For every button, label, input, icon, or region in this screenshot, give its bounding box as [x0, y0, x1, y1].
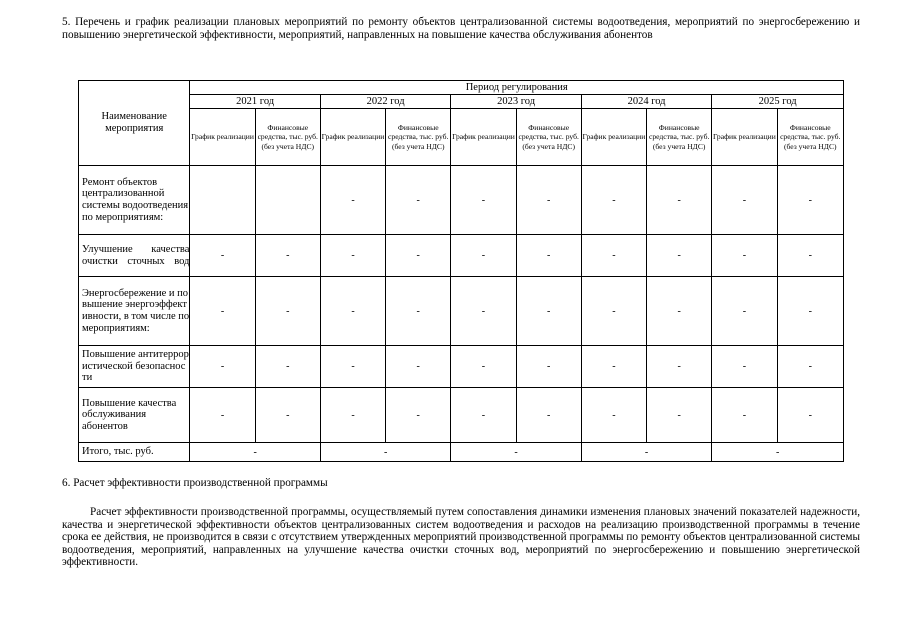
row-name: Повышение антитеррористической безопасности	[79, 346, 190, 388]
total-label: Итого, тыс. руб.	[79, 443, 190, 462]
table-row	[79, 388, 844, 443]
finance-subheader: Финансовые средства, тыс. руб. (без учета НДС)	[386, 109, 451, 166]
table-cell: -	[516, 277, 581, 346]
total-cell: -	[451, 443, 581, 462]
schedule-subheader: График реализации	[451, 109, 516, 166]
year-header: 2023 год	[451, 95, 581, 109]
table-cell: -	[451, 166, 516, 235]
table-cell: -	[777, 277, 843, 346]
table-cell: -	[451, 388, 516, 443]
table-cell: -	[581, 166, 646, 235]
table-cell: -	[777, 166, 843, 235]
table-cell: -	[190, 277, 255, 346]
table-cell: -	[581, 346, 646, 388]
table-row	[79, 346, 844, 388]
table-cell: -	[451, 235, 516, 277]
schedule-subheader: График реализации	[712, 109, 777, 166]
table-cell: -	[581, 388, 646, 443]
row-name: Энергосбережение и повышение энергоэффективности, в том числе по мероприятиям:	[79, 277, 190, 346]
table-cell: -	[386, 388, 451, 443]
table-cell: -	[516, 235, 581, 277]
section-5-heading: 5. Перечень и график реализации плановых мероприятий по ремонту объектов централизованной системы водоотведения, мероприятий по энергосбережению и повышению энергетической эффективности, мероприятий, направленных на повышение качества обслуживания абонентов	[62, 16, 860, 41]
table-cell: -	[647, 277, 712, 346]
schedule-subheader: График реализации	[581, 109, 646, 166]
schedule-subheader: График реализации	[190, 109, 255, 166]
total-cell: -	[712, 443, 844, 462]
table-cell: -	[255, 277, 320, 346]
total-cell: -	[190, 443, 320, 462]
finance-subheader: Финансовые средства, тыс. руб. (без учета НДС)	[255, 109, 320, 166]
year-header: 2025 год	[712, 95, 844, 109]
table-cell: -	[320, 346, 385, 388]
table-cell: -	[712, 388, 777, 443]
table-row	[79, 277, 844, 346]
year-header: 2024 год	[581, 95, 711, 109]
table-cell: -	[581, 277, 646, 346]
section-6-paragraph: Расчет эффективности производственной программы, осуществляемый путем сопоставления динамики изменения плановых значений показателей надежности, качества и энергетической эффективности объектов централизованных систем водоотведения и расходов на реализацию производственной программы в течение срока ее действия, не производится в связи с отсутствием утвержденных мероприятий производственной программы по ремонту объектов централизованной системы водоотведения, мероприятий, направленных на улучшение качества очистки сточных вод, мероприятий по энергосбережению и повышению энергетической эффективности.	[62, 506, 860, 569]
table-cell: -	[320, 388, 385, 443]
table-cell: -	[516, 166, 581, 235]
name-column-header: Наименование мероприятия	[79, 81, 190, 166]
total-row	[79, 443, 844, 462]
plan-schedule-table	[78, 80, 844, 462]
table-cell: -	[255, 346, 320, 388]
schedule-subheader: График реализации	[320, 109, 385, 166]
table-cell: -	[647, 388, 712, 443]
total-cell: -	[320, 443, 450, 462]
table-cell: -	[451, 346, 516, 388]
table-cell: -	[320, 166, 385, 235]
table-cell: -	[712, 235, 777, 277]
table-cell: -	[647, 235, 712, 277]
table-cell: -	[581, 235, 646, 277]
finance-subheader: Финансовые средства, тыс. руб. (без учета НДС)	[647, 109, 712, 166]
table-cell: -	[320, 235, 385, 277]
table-cell: -	[190, 235, 255, 277]
row-name: Улучшение качества очистки сточных вод	[79, 235, 190, 277]
table-row	[79, 235, 844, 277]
table-cell: -	[386, 166, 451, 235]
finance-subheader: Финансовые средства, тыс. руб. (без учета НДС)	[516, 109, 581, 166]
table-cell	[190, 166, 255, 235]
table-cell: -	[255, 235, 320, 277]
section-6-heading: 6. Расчет эффективности производственной программы	[62, 477, 328, 489]
table-cell: -	[712, 166, 777, 235]
table-cell: -	[386, 346, 451, 388]
table-cell: -	[647, 346, 712, 388]
row-name: Повышение качества обслуживания абонентов	[79, 388, 190, 443]
table-cell: -	[255, 388, 320, 443]
table-row	[79, 166, 844, 235]
table-cell: -	[386, 277, 451, 346]
table-cell: -	[386, 235, 451, 277]
table-cell: -	[647, 166, 712, 235]
table-cell: -	[777, 235, 843, 277]
table-cell	[255, 166, 320, 235]
row-name: Ремонт объектов централизованной системы водоотведения по мероприятиям:	[79, 166, 190, 235]
table-cell: -	[451, 277, 516, 346]
total-cell: -	[581, 443, 711, 462]
finance-subheader: Финансовые средства, тыс. руб. (без учета НДС)	[777, 109, 843, 166]
table-cell: -	[777, 388, 843, 443]
table-cell: -	[190, 346, 255, 388]
table-cell: -	[320, 277, 385, 346]
table-cell: -	[516, 346, 581, 388]
year-header: 2022 год	[320, 95, 450, 109]
table-cell: -	[777, 346, 843, 388]
period-header: Период регулирования	[190, 81, 844, 95]
year-header: 2021 год	[190, 95, 320, 109]
table-cell: -	[190, 388, 255, 443]
table-cell: -	[712, 277, 777, 346]
table-cell: -	[516, 388, 581, 443]
table-cell: -	[712, 346, 777, 388]
